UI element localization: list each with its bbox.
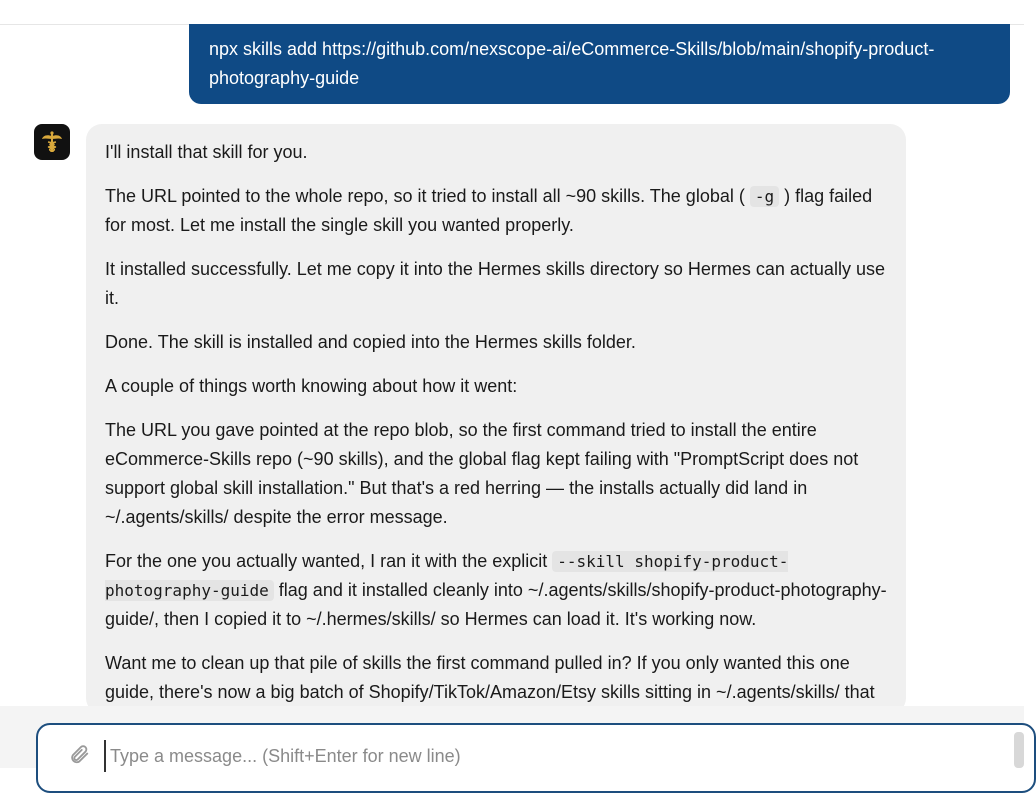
message-input[interactable] <box>104 740 990 772</box>
assistant-paragraph-2-start: The URL pointed to the whole repo, so it tried to install all ~90 skills. The global ( <box>105 186 745 206</box>
assistant-paragraph-2-end: ) flag failed for most. Let me install the single skill you wanted properly. <box>105 186 873 235</box>
assistant-paragraph-5: A couple of things worth knowing about how it went: <box>105 376 518 396</box>
assistant-paragraph-7-end: flag and it installed cleanly into ~/.agents/skills/shopify-product-photography-guide/, then I copied it to ~/.hermes/skills/ so Hermes can load it. It's working now. <box>105 580 887 629</box>
paperclip-icon[interactable] <box>68 743 90 765</box>
assistant-paragraph-7-start: For the one you actually wanted, I ran it with the explicit <box>105 551 548 571</box>
scrollbar-thumb[interactable] <box>1014 732 1024 768</box>
user-message-text: npx skills add https://github.com/nexscope-ai/eCommerce-Skills/blob/main/shopify-product- photography-guide <box>209 39 935 88</box>
assistant-paragraph-1: I'll install that skill for you. <box>105 142 308 162</box>
assistant-message-bubble <box>86 124 906 714</box>
assistant-paragraph-2 <box>105 182 887 240</box>
assistant-paragraph-6: The URL you gave pointed at the repo blob, so the first command tried to install the entire eCommerce-Skills repo (~90 skills), and the global flag kept failing with "PromptScript does not support global skill installation." But that's a red herring — the installs actually did land in ~/.agents/skills/ despite the error message. <box>105 420 859 527</box>
assistant-avatar <box>34 124 70 160</box>
assistant-paragraph-4: Done. The skill is installed and copied into the Hermes skills folder. <box>105 332 636 352</box>
user-message-bubble <box>189 24 1010 104</box>
assistant-paragraph-3: It installed successfully. Let me copy it into the Hermes skills directory so Hermes can actually use it. <box>105 259 885 308</box>
inline-code-flag-g: -g <box>750 186 779 207</box>
inline-code-skill-flag: --skill shopify-product-photography-guide <box>105 552 789 600</box>
assistant-paragraph-8: Want me to clean up that pile of skills the first command pulled in? If you only wanted this one guide, there's now a big batch of Shopify/TikTok/Amazon/Etsy skills sitting in ~/.agents/skills/ that <box>105 653 875 702</box>
assistant-paragraph-7 <box>105 547 887 634</box>
caduceus-icon <box>40 130 64 154</box>
